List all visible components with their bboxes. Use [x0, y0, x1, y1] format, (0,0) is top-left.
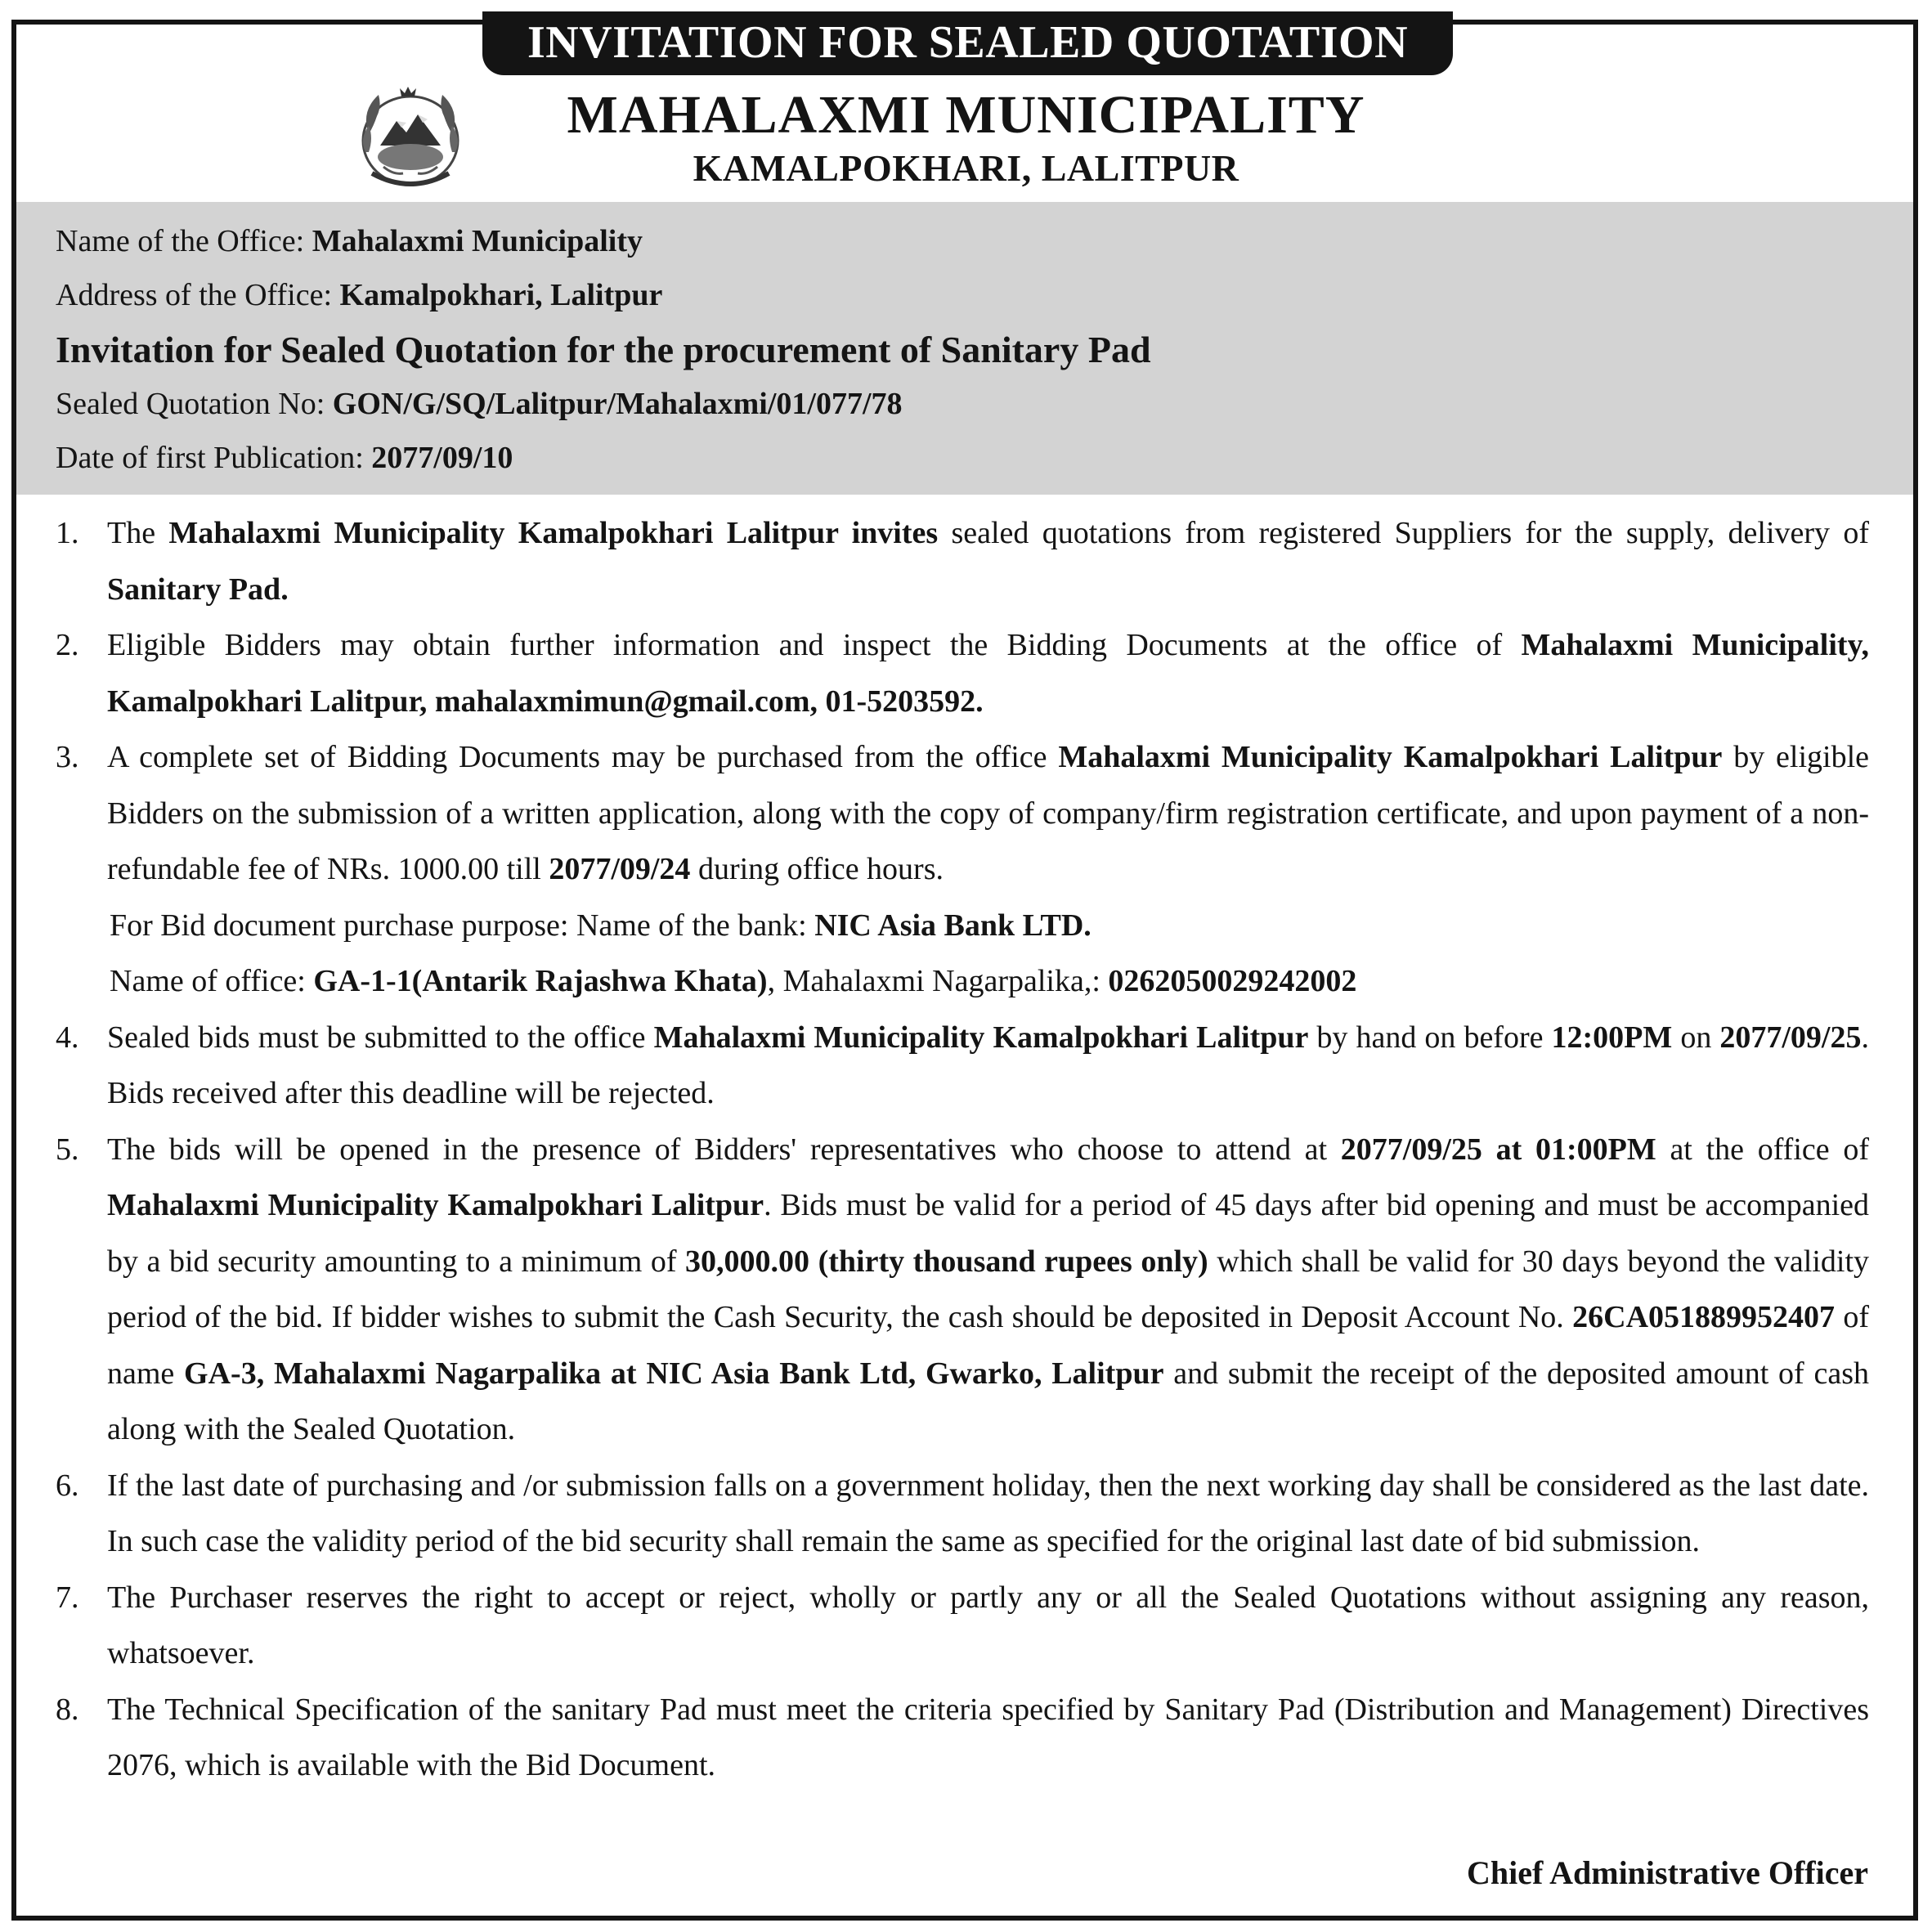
text-run: and submit the receipt of the deposited amount of cash along with the Sealed Quotation. — [107, 1356, 1869, 1446]
item-text: The Technical Specification of the sanitary Pad must meet the criteria specified by Sanitary Pad (Distribution and Management) Directives 2076, which is available with the Bid Document. — [107, 1692, 1869, 1782]
bold-run: Sanitary Pad. — [107, 572, 289, 607]
text-run: at the office of — [1656, 1132, 1869, 1167]
text-run: of name — [107, 1300, 1869, 1391]
bank-label: For Bid document purchase purpose: Name of the bank: — [110, 908, 815, 943]
office-address-value: Kamalpokhari, Lalitpur — [339, 278, 663, 312]
list-item — [0, 1010, 1932, 1122]
item-number: 4. — [56, 1020, 79, 1055]
office-name-line — [56, 222, 643, 261]
quotation-number-line — [56, 384, 903, 424]
publication-date-label: Date of first Publication: — [56, 441, 372, 475]
list-item — [0, 1122, 1932, 1458]
bold-run: 26CA051889952407 — [1572, 1300, 1836, 1334]
office-name-value: Mahalaxmi Municipality — [312, 224, 643, 258]
item-text — [107, 1122, 1869, 1458]
office-value: GA-1-1(Antarik Rajashwa Khata) — [313, 964, 768, 998]
bank-account-line — [107, 953, 1869, 1010]
bold-run: 2077/09/24 — [549, 852, 691, 886]
item-text: If the last date of purchasing and /or submission falls on a government holiday, then the next working day shall be considered as the last date. In such case the validity period of the bid security shall remain the same as specified for the original last date of bid submission. — [107, 1468, 1869, 1558]
bold-run: 2077/09/25 — [1719, 1020, 1862, 1055]
bold-run: Mahalaxmi Municipality Kamalpokhari Lalitpur — [107, 1188, 764, 1222]
bold-run: GA-3, Mahalaxmi Nagarpalika at NIC Asia Bank Ltd, Gwarko, Lalitpur — [184, 1356, 1164, 1391]
list-item — [0, 1458, 1932, 1570]
list-item — [0, 617, 1932, 729]
text-run: by eligible Bidders on the submission of a written application, along with the copy of company/firm registration certificate, and upon payment of a non-refundable fee of NRs. 1000.00 till — [107, 740, 1869, 886]
item-number: 5. — [56, 1132, 79, 1167]
bank-line — [107, 898, 1869, 954]
organization-name: MAHALAXMI MUNICIPALITY — [567, 85, 1365, 145]
bold-run: 30,000.00 (thirty thousand rupees only) — [685, 1244, 1208, 1279]
text-run: sealed quotations from registered Suppliers for the supply, delivery of — [938, 516, 1869, 550]
office-address-label: Address of the Office: — [56, 278, 340, 312]
quotation-number-value: GON/G/SQ/Lalitpur/Mahalaxmi/01/077/78 — [332, 387, 903, 421]
list-item — [0, 505, 1932, 617]
conditions-list — [0, 505, 1932, 1794]
office-name-label: Name of the Office: — [56, 224, 312, 258]
item-text — [107, 617, 1869, 729]
bold-run: 12:00PM — [1551, 1020, 1673, 1055]
emblem-icon — [347, 82, 474, 196]
signature-line: Chief Administrative Officer — [1467, 1854, 1868, 1891]
office-address-line — [56, 276, 662, 315]
bold-run: 2077/09/25 at 01:00PM — [1340, 1132, 1656, 1167]
item-number: 8. — [56, 1692, 79, 1727]
text-run: which shall be valid for 30 days beyond the validity period of the bid. If bidder wishes to submit the Cash Security, the cash should be deposited in Deposit Account No. — [107, 1244, 1870, 1334]
publication-date-line — [56, 438, 513, 477]
bold-run: Mahalaxmi Municipality Kamalpokhari Lalitpur — [653, 1020, 1309, 1055]
text-run: The — [107, 516, 169, 550]
item-text — [107, 1010, 1869, 1122]
text-run: , Mahalaxmi Nagarpalika,: — [767, 964, 1109, 998]
text-run: by hand on before — [1308, 1020, 1552, 1055]
publication-date-value: 2077/09/10 — [371, 441, 513, 475]
text-run: during office hours. — [690, 852, 944, 886]
item-number: 2. — [56, 628, 79, 662]
text-run: on — [1672, 1020, 1720, 1055]
text-run: . Bids received after this deadline will be rejected. — [107, 1020, 1869, 1110]
list-item — [0, 1682, 1932, 1794]
text-run: . Bids must be valid for a period of 45 days after bid opening and must be accompanied by a bid security amounting to a minimum of — [107, 1188, 1869, 1279]
notice-banner: INVITATION FOR SEALED QUOTATION — [482, 11, 1453, 75]
office-label: Name of office: — [110, 964, 314, 998]
notice-title: Invitation for Sealed Quotation for the procurement of Sanitary Pad — [56, 329, 1151, 370]
item-number: 7. — [56, 1580, 79, 1615]
quotation-number-label: Sealed Quotation No: — [56, 387, 333, 421]
organization-address: KAMALPOKHARI, LALITPUR — [693, 147, 1239, 189]
bold-run: Mahalaxmi Municipality Kamalpokhari Lalitpur — [1058, 740, 1723, 774]
item-text: The Purchaser reserves the right to accept or reject, wholly or partly any or all the Sealed Quotations without assigning any reason, whatsoever. — [107, 1580, 1869, 1670]
item-number: 3. — [56, 740, 79, 774]
item-text — [107, 505, 1869, 617]
item-text — [107, 729, 1869, 1010]
item-number: 1. — [56, 516, 79, 550]
text-run: A complete set of Bidding Documents may be purchased from the office — [107, 740, 1059, 774]
list-item — [0, 1570, 1932, 1682]
item-number: 6. — [56, 1468, 79, 1503]
bold-run: Mahalaxmi Municipality, Kamalpokhari Lalitpur, mahalaxmimun@gmail.com, 01-5203592. — [107, 628, 1869, 719]
bold-run: Mahalaxmi Municipality Kamalpokhari Lalitpur invites — [168, 516, 939, 550]
text-run: The bids will be opened in the presence of Bidders' representatives who choose to attend at — [107, 1132, 1341, 1167]
text-run: Eligible Bidders may obtain further information and inspect the Bidding Documents at the office of — [107, 628, 1522, 662]
list-item — [0, 729, 1932, 1010]
account-number: 0262050029242002 — [1108, 964, 1357, 998]
text-run: Sealed bids must be submitted to the office — [107, 1020, 654, 1055]
bank-value: NIC Asia Bank LTD. — [814, 908, 1092, 943]
